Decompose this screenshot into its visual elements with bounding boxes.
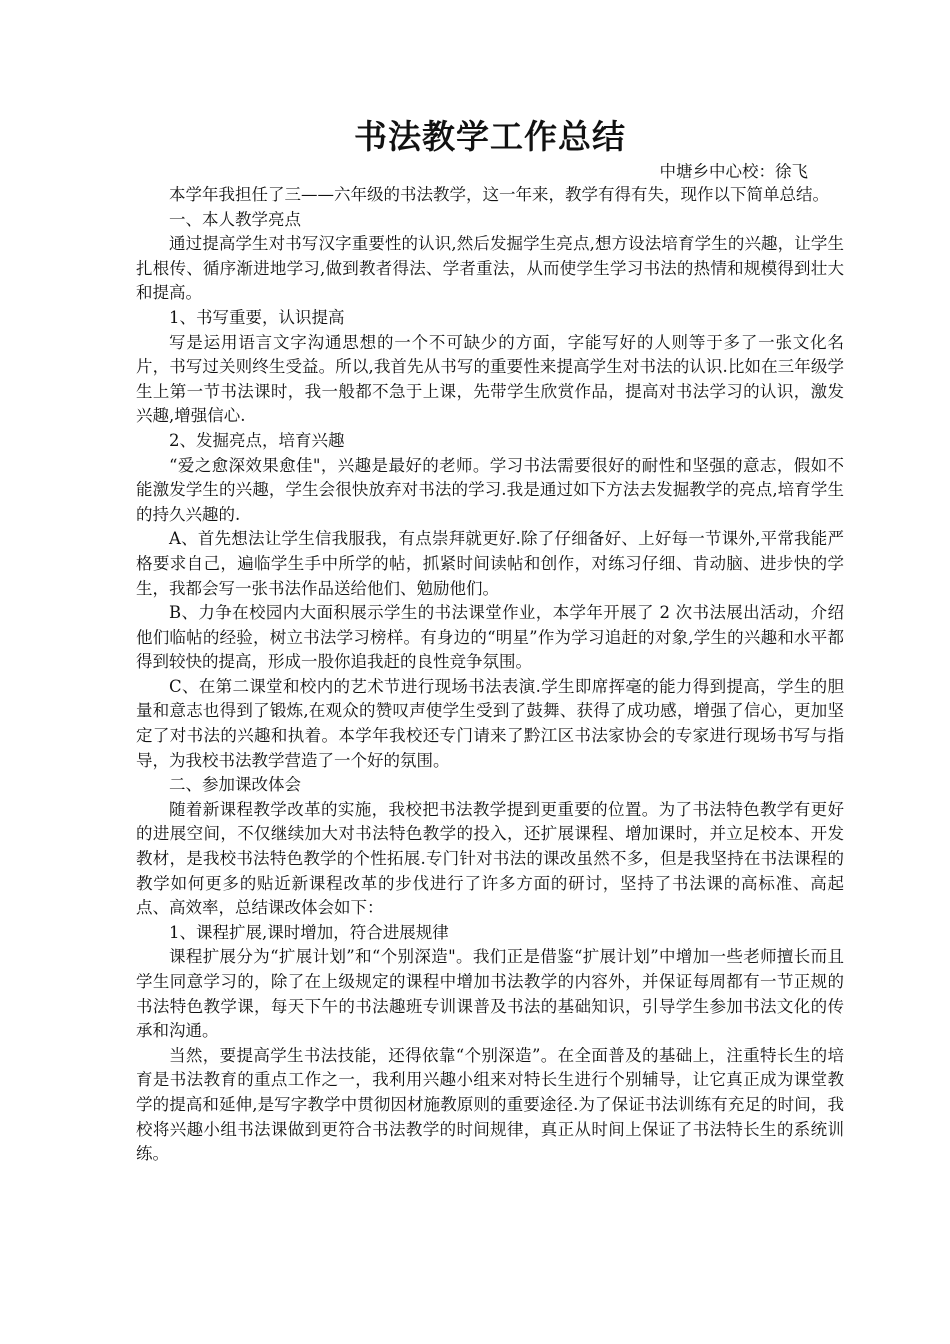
paragraph: 随着新课程教学改革的实施，我校把书法教学提到更重要的位置。为了书法特色教学有更好的进展空间，不仅继续加大对书法特色教学的投入，还扩展课程、增加课时，并立足校本、开发教材，是我校书法特色教学的个性拓展.专门针对书法的课改虽然不多，但是我坚持在书法课程的教学如何更多的贴近新课程改革的步伐进行了许多方面的研讨，坚持了书法课的高标准、高起点、高效率，总结课改体会如下： — [136, 799, 844, 918]
paragraph: C、在第二课堂和校内的艺术节进行现场书法表演.学生即席挥毫的能力得到提高，学生的胆量和意志也得到了锻炼,在观众的赞叹声使学生受到了鼓舞、获得了成功感，增强了信心，更加坚定了对书法的兴趣和执着。本学年我校还专门请来了黔江区书法家协会的专家进行现场书写与指导，为我校书法教学营造了一个好的氛围。 — [136, 676, 844, 770]
paragraph: 通过提高学生对书写汉字重要性的认识,然后发掘学生亮点,想方设法培育学生的兴趣，让学生扎根传、循序渐进地学习,做到教者得法、学者重法，从而使学生学习书法的热情和规模得到壮大和提高。 — [136, 234, 844, 303]
section-heading-1: 一、本人教学亮点 — [169, 209, 301, 229]
paragraph: 当然，要提高学生书法技能，还得依靠“个别深造”。在全面普及的基础上，注重特长生的培育是书法教育的重点工作之一，我利用兴趣小组来对特长生进行个别辅导，让它真正成为课堂教学的提高和延伸,是写字教学中贯彻因材施教原则的重要途径.为了保证书法训练有充足的时间，我校将兴趣小组书法课做到更符合书法教学的时间规律，真正从时间上保证了书法特长生的系统训练。 — [136, 1045, 844, 1164]
paragraph: A、首先想法让学生信我服我，有点崇拜就更好.除了仔细备好、上好每一节课外,平常我能严格要求自己，遍临学生手中所学的帖，抓紧时间读帖和创作，对练习仔细、肯动脑、进步快的学生，我都会写一张书法作品送给他们、勉励他们。 — [136, 529, 844, 598]
paragraph: 写是运用语言文字沟通思想的一个不可缺少的方面，字能写好的人则等于多了一张文化名片，书写过关则终生受益。所以,我首先从书写的重要性来提高学生对书法的认识.比如在三年级学生上第一节书法课时，我一般都不急于上课，先带学生欣赏作品，提高对书法学习的认识，激发兴趣,增强信心. — [136, 332, 844, 426]
section-heading-2: 二、参加课改体会 — [169, 775, 301, 795]
author-line: 中塘乡中心校：徐飞 — [659, 162, 808, 181]
paragraph: B、力争在校园内大面积展示学生的书法课堂作业，本学年开展了 2 次书法展出活动，介绍他们临帖的经验，树立书法学习榜样。有身边的“明星”作为学习追赶的对象,学生的兴趣和水平都得到较快的提高，形成一股你追我赶的良性竞争氛围。 — [136, 603, 844, 672]
subsection-heading: 2、发掘亮点，培育兴趣 — [169, 430, 345, 450]
document-body — [136, 183, 844, 1167]
paragraph-intro: 本学年我担任了三——六年级的书法教学，这一年来，教学有得有失，现作以下简单总结。 — [169, 185, 829, 204]
subsection-heading: 1、课程扩展,课时增加，符合进展规律 — [169, 922, 449, 942]
paragraph: “爱之愈深效果愈佳"，兴趣是最好的老师。学习书法需要很好的耐性和坚强的意志，假如不能激发学生的兴趣，学生会很快放弃对书法的学习.我是通过如下方法去发掘教学的亮点,培育学生的持久兴趣的. — [136, 455, 844, 524]
subsection-heading: 1、书写重要，认识提高 — [169, 307, 345, 327]
paragraph: 课程扩展分为“扩展计划”和“个别深造"。我们正是借鉴“扩展计划”中增加一些老师擅长而且学生同意学习的，除了在上级规定的课程中增加书法教学的内容外，并保证每周都有一节正规的书法特色教学课，每天下午的书法趣班专训课普及书法的基础知识，引导学生参加书法文化的传承和沟通。 — [136, 947, 844, 1041]
document-title: 书法教学工作总结 — [354, 117, 626, 156]
